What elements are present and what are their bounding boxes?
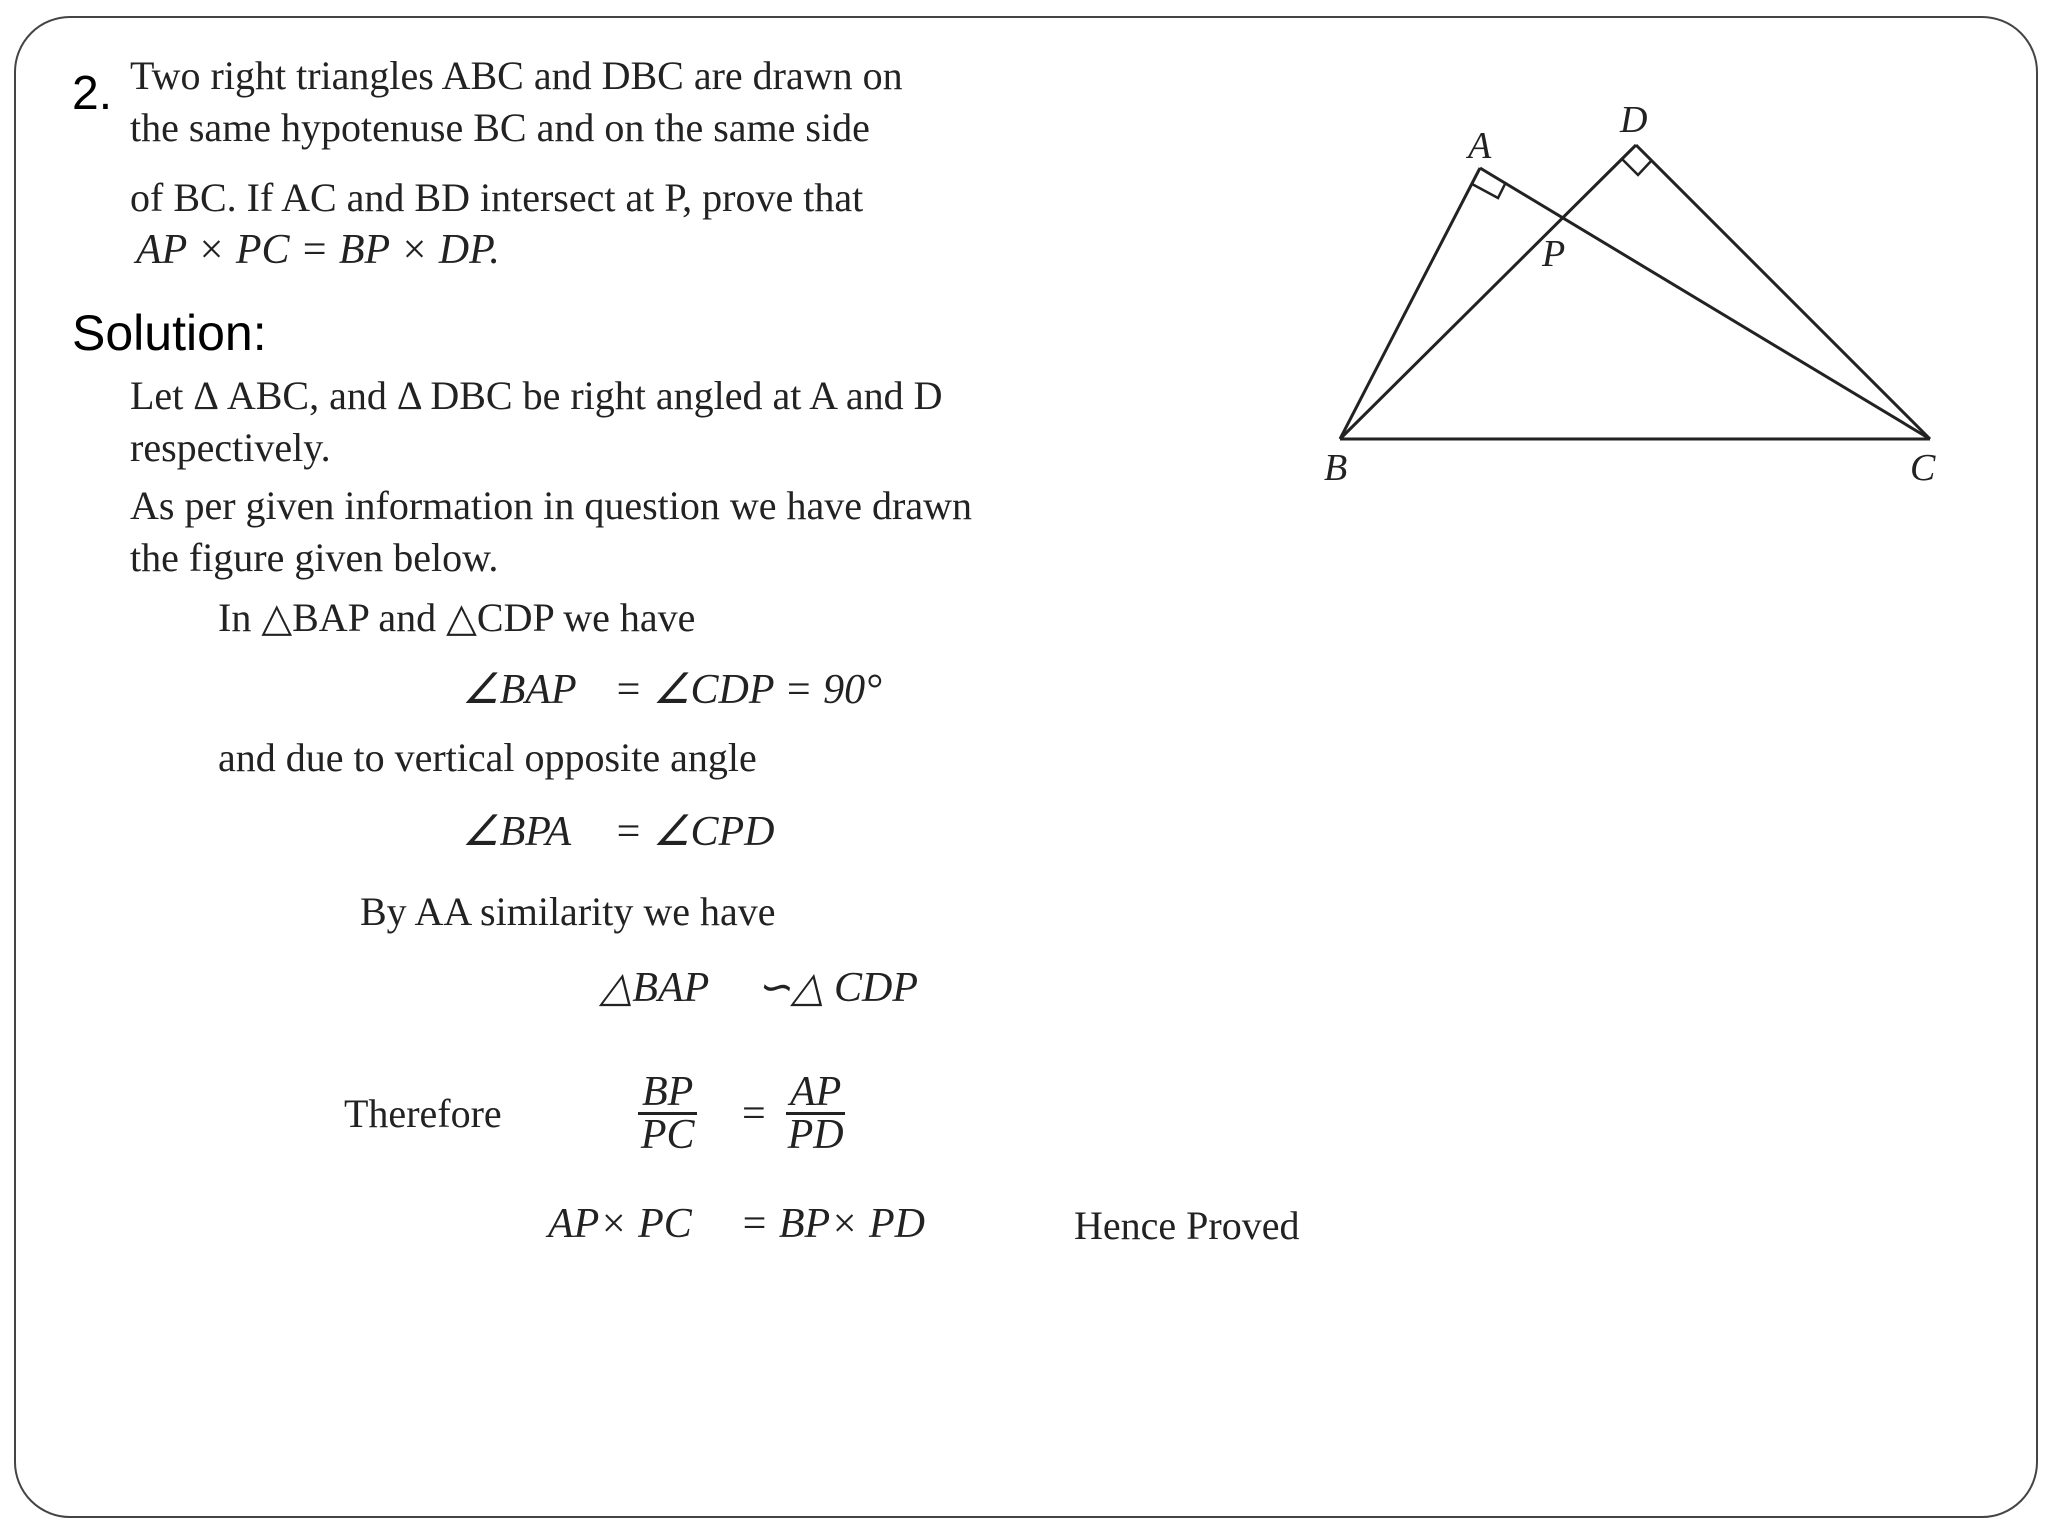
final-equation-left: AP× PC [548,1201,692,1247]
fraction-ap-pd [786,1069,845,1158]
solution-heading: Solution: [72,305,267,361]
step-1: In △BAP and △CDP we have [218,595,696,640]
therefore-label: Therefore [344,1091,502,1136]
problem-line-2 [130,104,1170,151]
equation-1-left: ∠BAP [462,667,577,713]
hence-proved: Hence Proved [1074,1203,1300,1248]
fraction-denominator: PC [640,1112,695,1158]
segment-bd [1340,145,1636,439]
segment-ba [1340,168,1480,439]
right-angle-marker-d [1622,159,1652,175]
solution-intro-1: Let Δ ABC, and Δ DBC be right angled at A and D [130,373,943,418]
triangle-figure [1300,80,1980,510]
point-label-p: P [1542,233,1566,275]
fraction-denominator: PD [787,1112,844,1158]
problem-text: Two right triangles ABC and DBC are drawn on [130,53,903,98]
problem-line-3: of BC. If AC and BD intersect at P, prove that [130,175,864,220]
solution-intro-2: respectively. [130,425,331,470]
segment-ac [1480,168,1930,439]
fraction-numerator: AP [786,1072,845,1115]
step-3: By AA similarity we have [360,889,776,934]
segment-dc [1636,145,1930,439]
equation-1-right: = ∠CDP = 90° [614,667,882,713]
equation-2-left: ∠BPA [462,809,572,855]
fraction-equals: = [742,1091,766,1137]
fraction-numerator: BP [638,1072,697,1115]
equation-3-left: △BAP [600,965,710,1011]
step-2: and due to vertical opposite angle [218,735,757,780]
vertex-label-a: A [1468,125,1492,167]
vertex-label-b: B [1324,447,1348,489]
problem-number: 2. [72,67,113,120]
problem-line-4: AP × PC = BP × DP. [136,227,500,273]
problem-line-1 [130,52,1170,99]
final-equation-right: = BP× PD [740,1201,925,1247]
equation-3-right: ∽△ CDP [756,965,918,1011]
fraction-bp-pc [638,1069,697,1158]
vertex-label-c: C [1910,447,1936,489]
right-angle-marker-a [1472,182,1506,198]
solution-intro-3: As per given information in question we have drawn [130,483,973,528]
vertex-label-d: D [1620,99,1648,141]
solution-intro-4: the figure given below. [130,535,499,580]
problem-text: the same hypotenuse BC and on the same side [130,105,870,150]
equation-2-right: = ∠CPD [614,809,775,855]
